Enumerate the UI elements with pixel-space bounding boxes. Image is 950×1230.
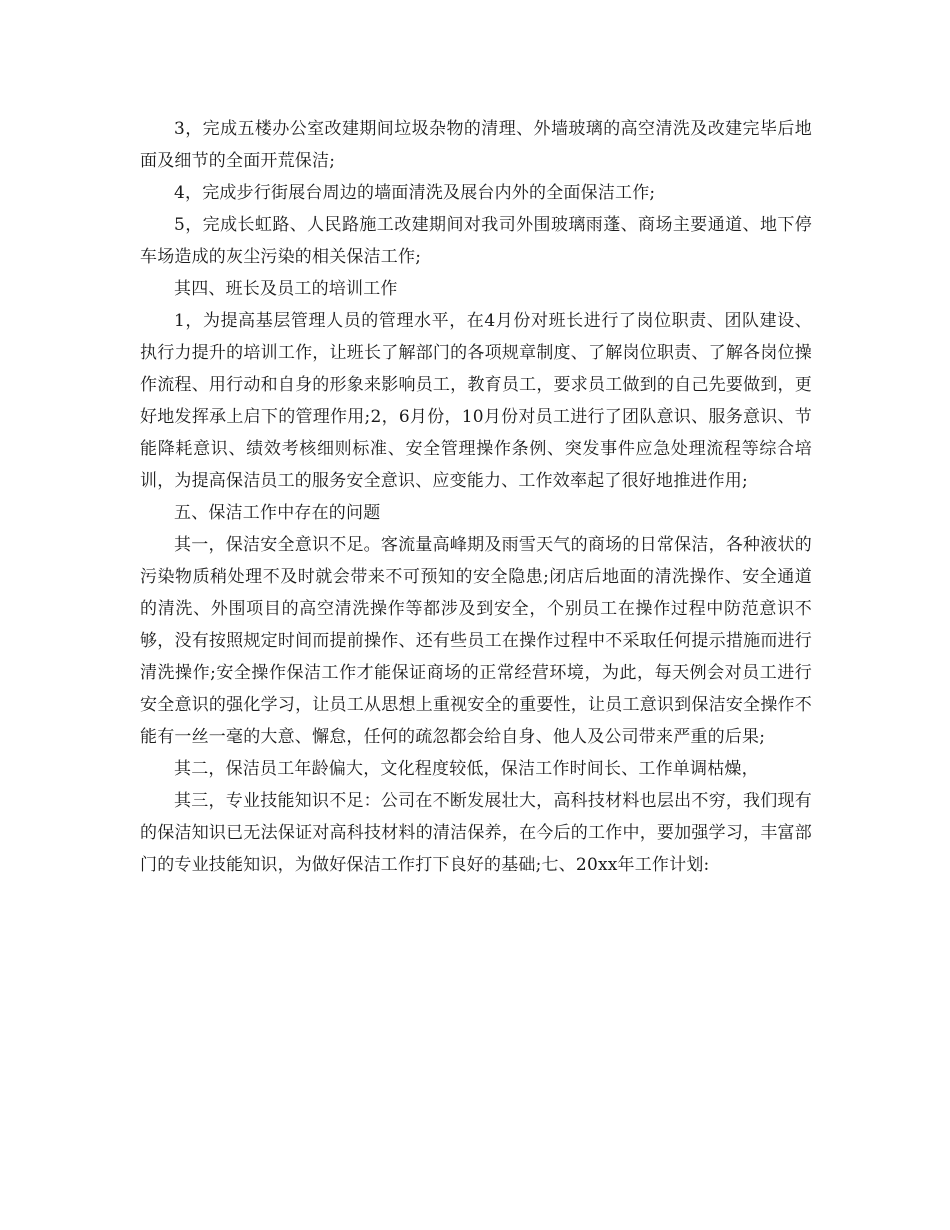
paragraph-training: 1，为提高基层管理人员的管理水平，在4月份对班长进行了岗位职责、团队建设、执行力提升的培训工作，让班长了解部门的各项规章制度、了解岗位职责、了解各岗位操作流程、用行动和自身的形象来影响员工，教育员工，要求员工做到的自己先要做到，更好地发挥承上启下的管理作用;2，6月份，10月份对员工进行了团队意识、服务意识、节能降耗意识、绩效考核细则标准、安全管理操作条例、突发事件应急处理流程等综合培训，为提高保洁员工的服务安全意识、应变能力、工作效率起了很好地推进作用; [140, 311, 812, 491]
section-heading-problems: 五、保洁工作中存在的问题 [174, 503, 381, 523]
paragraph-item-3: 3，完成五楼办公室改建期间垃圾杂物的清理、外墙玻璃的高空清洗及改建完毕后地面及细节的全面开荒保洁; [140, 119, 812, 171]
paragraph-item-4: 4，完成步行街展台周边的墙面清洗及展台内外的全面保洁工作; [174, 183, 656, 203]
paragraph-problem-three: 其三，专业技能知识不足：公司在不断发展壮大，高科技材料也层出不穷，我们现有的保洁知识已无法保证对高科技材料的清洁保养，在今后的工作中，要加强学习，丰富部门的专业技能知识，为做好保洁工作打下良好的基础;七、20xx年工作计划: [140, 791, 812, 875]
paragraph-problem-two: 其二，保洁员工年龄偏大，文化程度较低，保洁工作时间长、工作单调枯燥， [174, 759, 759, 779]
document-body [140, 113, 812, 881]
section-heading-training: 其四、班长及员工的培训工作 [174, 279, 398, 299]
paragraph-problem-one: 其一，保洁安全意识不足。客流量高峰期及雨雪天气的商场的日常保洁，各种液状的污染物质稍处理不及时就会带来不可预知的安全隐患;闭店后地面的清洗操作、安全通道的清洗、外围项目的高空清洗操作等都涉及到安全，个别员工在操作过程中防范意识不够，没有按照规定时间而提前操作、还有些员工在操作过程中不采取任何提示措施而进行清洗操作;安全操作保洁工作才能保证商场的正常经营环境，为此，每天例会对员工进行安全意识的强化学习，让员工从思想上重视安全的重要性，让员工意识到保洁安全操作不能有一丝一毫的大意、懈怠，任何的疏忽都会给自身、他人及公司带来严重的后果; [140, 535, 812, 747]
paragraph-item-5: 5，完成长虹路、人民路施工改建期间对我司外围玻璃雨蓬、商场主要通道、地下停车场造成的灰尘污染的相关保洁工作; [140, 215, 812, 267]
